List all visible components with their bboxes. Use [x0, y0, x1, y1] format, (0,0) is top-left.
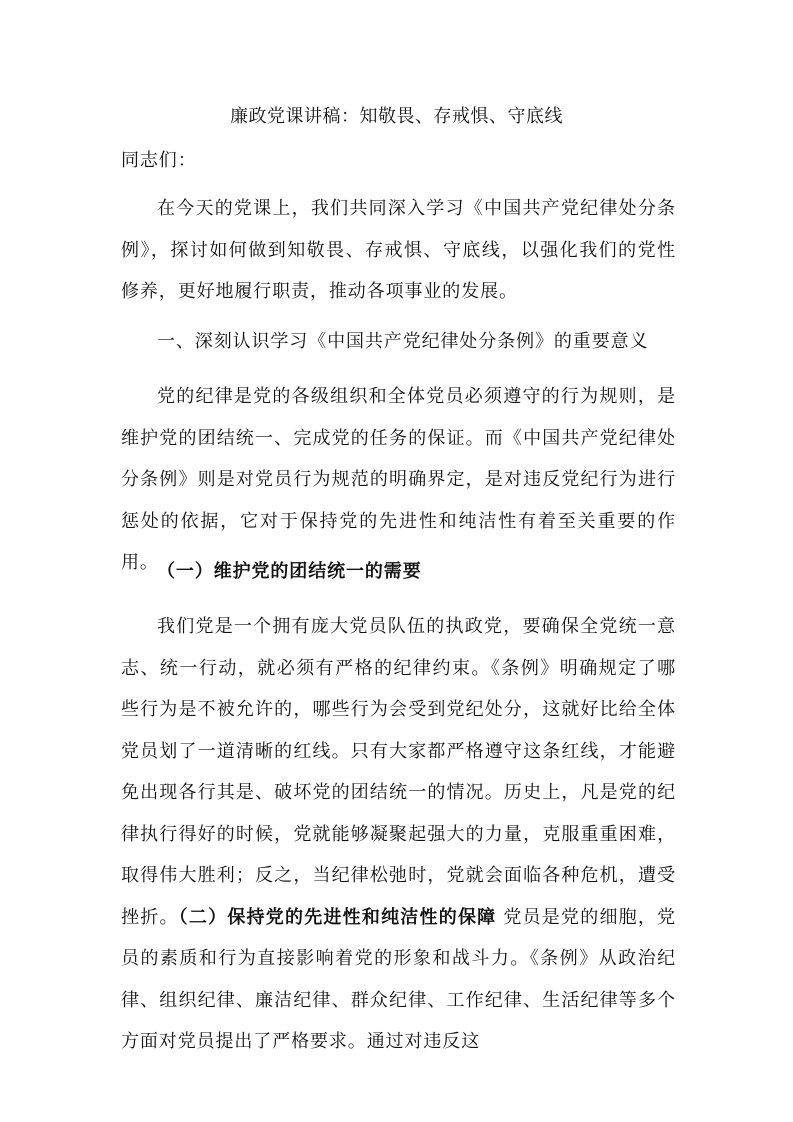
subsection-1-text: 我们党是一个拥有庞大党员队伍的执政党，要确保全党统一意志、统一行动，就必须有严格的纪律约束。《条例》明确规定了哪些行为是不被允许的，哪些行为会受到党纪处分，这就好比给全体党员划了一道清晰的红线。只有大家都严格遵守这条红线，才能避免出现各行其是、破坏党的团结统一的情况。历史上，凡是党的纪律执行得好的时候，党就能够凝聚起强大的力量，克服重重困难，取得伟大胜利；反之，当纪律松弛时，党就会面临各种危机，遭受挫折。 — [121, 616, 676, 928]
subsection-2-text: 党员是党的细胞，党员的素质和行为直接影响着党的形象和战斗力。《条例》从政治纪律、组织纪律、廉洁纪律、群众纪律、工作纪律、生活纪律等多个方面对党员提出了严格要求。通过对违反这 — [121, 906, 676, 1052]
subsection-heading-2: （二）保持党的先进性和纯洁性的保障 — [178, 906, 497, 928]
intro-paragraph: 在今天的党课上，我们共同深入学习《中国共产党纪律处分条例》，探讨如何做到知敬畏、存戒惧、守底线，以强化我们的党性修养，更好地履行职责，推动各项事业的发展。 — [121, 198, 676, 302]
subsection-paragraph — [121, 606, 676, 1063]
document-title: 廉政党课讲稿：知敬畏、存戒惧、守底线 — [230, 106, 563, 127]
salutation: 同志们： — [121, 150, 197, 171]
subsection-heading-1: （一）维护党的团结统一的需要 — [157, 561, 422, 582]
section-heading-1: 一、深刻认识学习《中国共产党纪律处分条例》的重要意义 — [157, 331, 649, 352]
section-1-paragraph: 党的纪律是党的各级组织和全体党员必须遵守的行为规则，是维护党的团结统一、完成党的任务的保证。而《中国共产党纪律处分条例》则是对党员行为规范的明确界定，是对违反党纪行为进行惩处的依据，它对于保持党的先进性和纯洁性有着至关重要的作用。 — [121, 386, 676, 573]
